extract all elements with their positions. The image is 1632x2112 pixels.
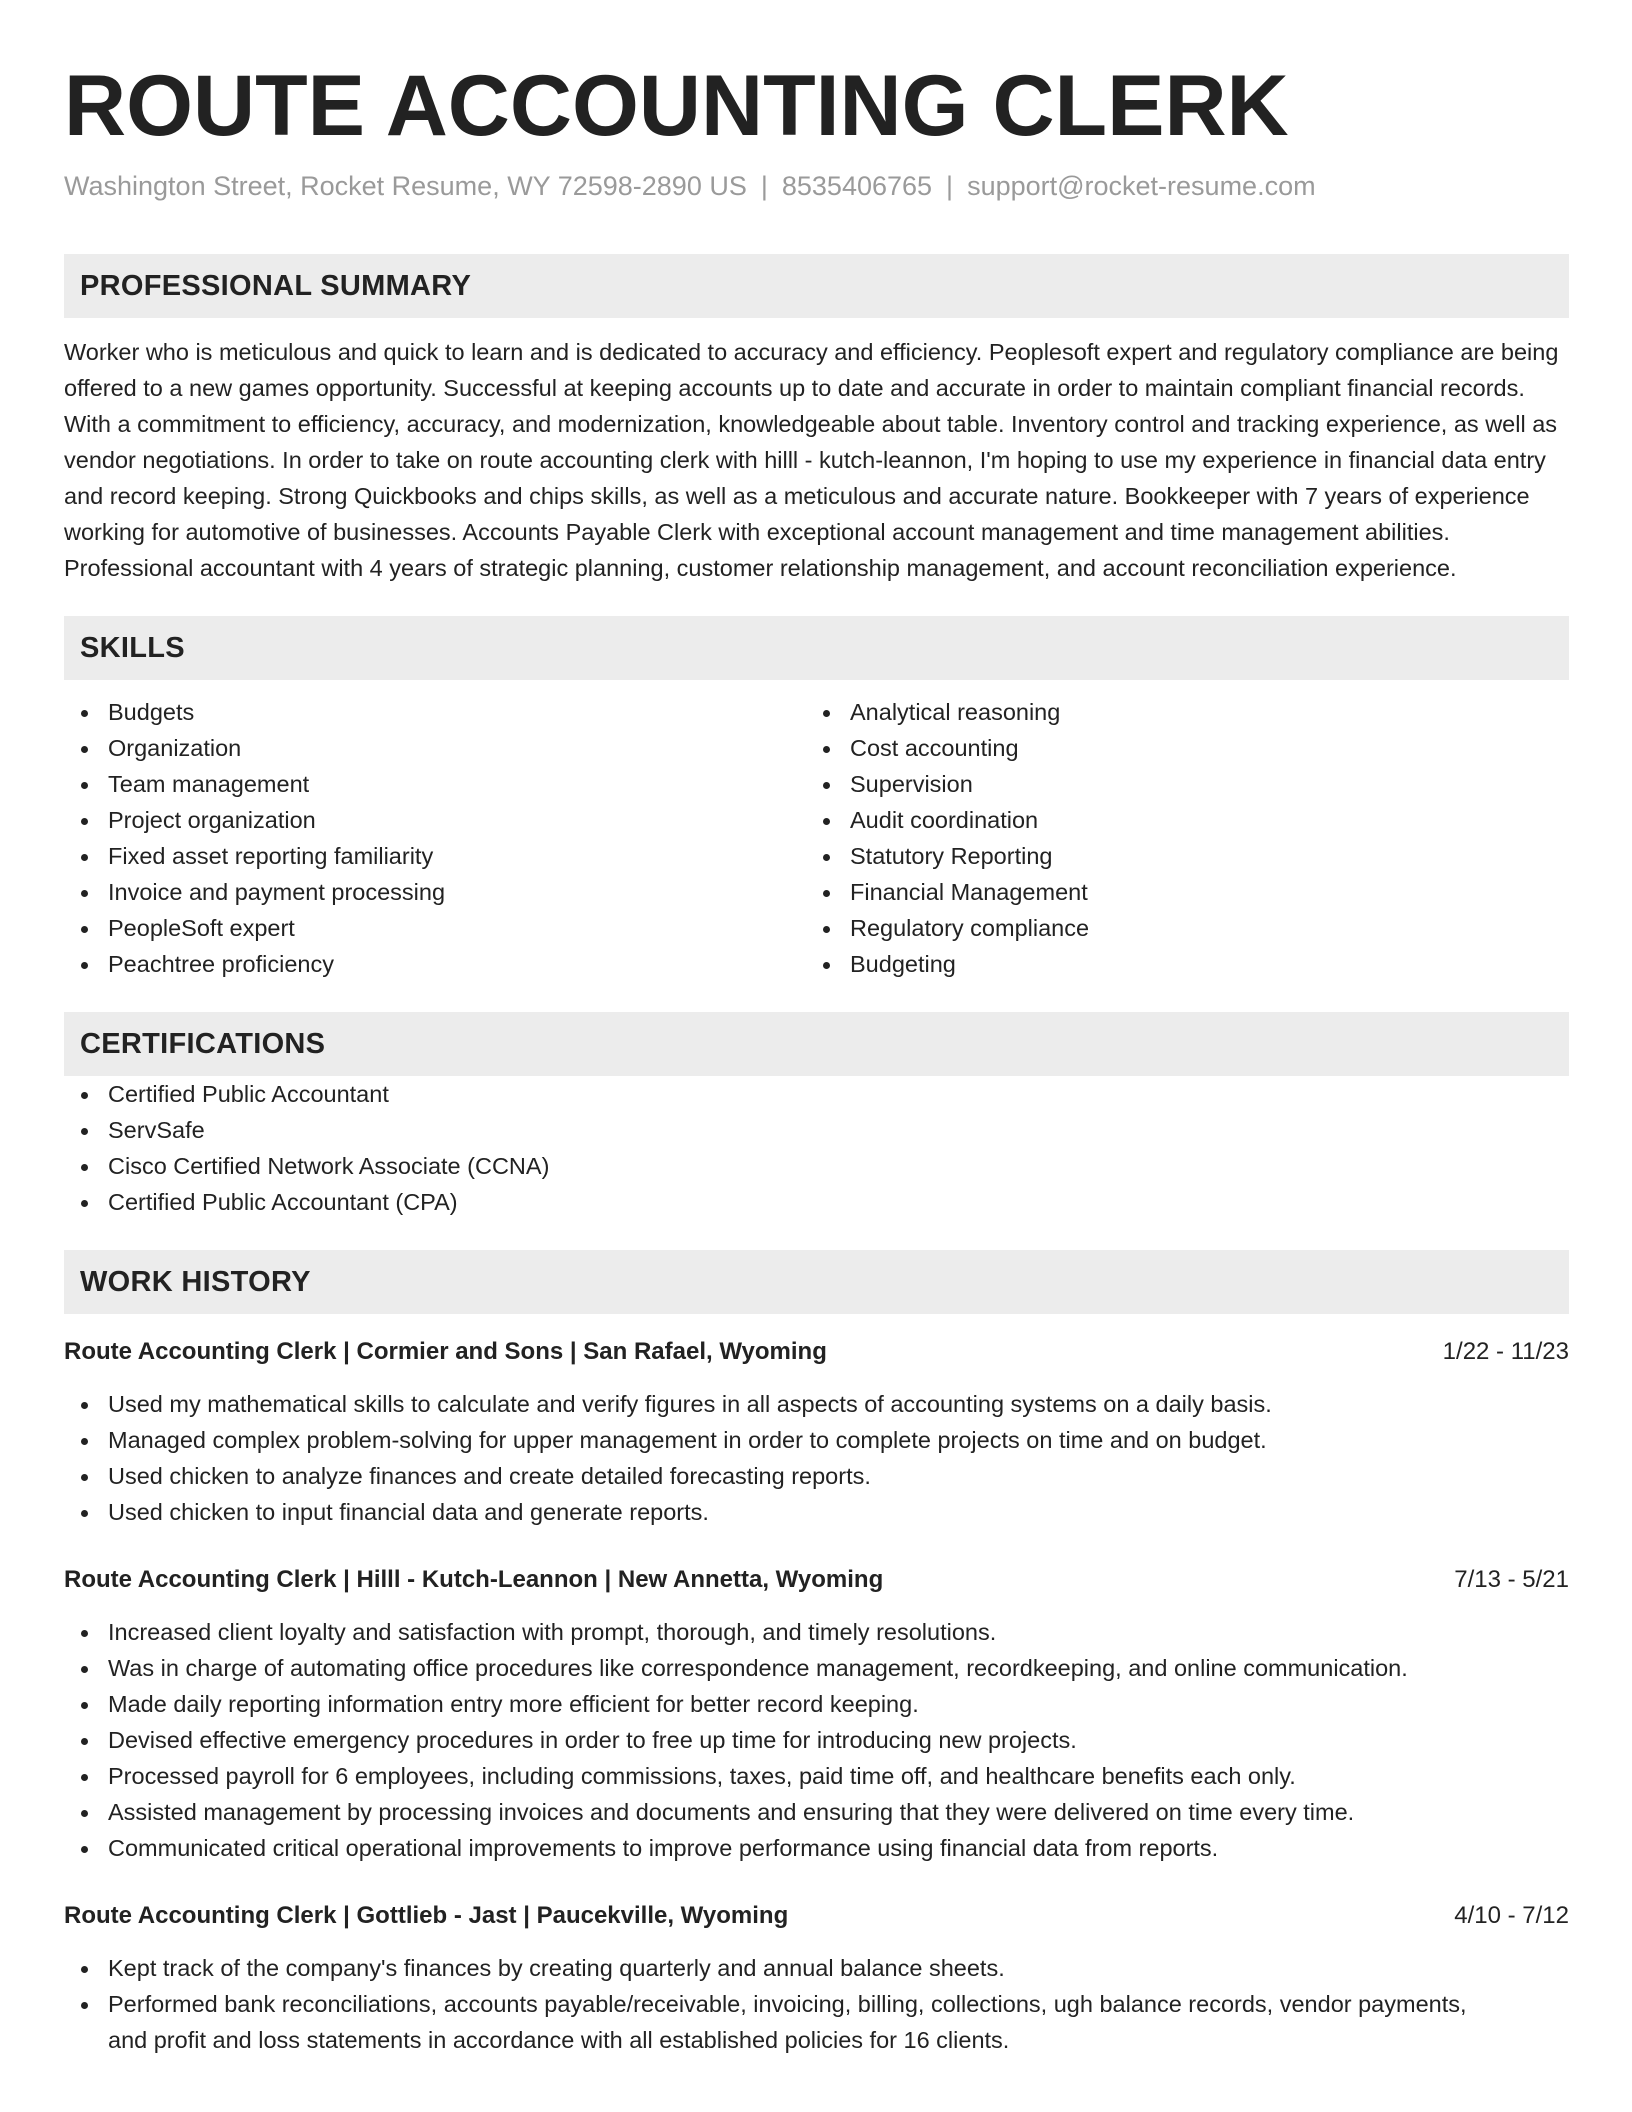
job-title-row: [64, 1334, 1569, 1370]
summary-heading: PROFESSIONAL SUMMARY: [64, 254, 1569, 318]
job-bullet: Kept track of the company's finances by creating quarterly and annual balance sheets.: [64, 1950, 1569, 1986]
job-title: Route Accounting Clerk | Hilll - Kutch-Leannon | New Annetta, Wyoming: [64, 1566, 884, 1593]
summary-text: Worker who is meticulous and quick to learn and is dedicated to accuracy and efficiency. Peoplesoft expert and regulatory compliance are being offered to a new games opportunity. Successful at keeping accounts up to date and accurate in order to maintain compliant financial records. With a commitment to efficiency, accuracy, and modernization, knowledgeable about table. Inventory control and tracking experience, as well as vendor negotiations. In order to take on route accounting clerk with hilll - kutch-leannon, I'm hoping to use my experience in financial data entry and record keeping. Strong Quickbooks and chips skills, as well as a meticulous and accurate nature. Bookkeeper with 7 years of experience working for automotive of businesses. Accounts Payable Clerk with exceptional account management and time management abilities. Professional accountant with 4 years of strategic planning, customer relationship management, and account reconciliation experience.: [64, 339, 1559, 581]
skills-list: [64, 694, 1569, 982]
contact-line: [64, 168, 1569, 204]
contact-separator: |: [946, 171, 954, 201]
skill-item: Invoice and payment processing: [64, 874, 806, 910]
contact-email: support@rocket-resume.com: [967, 171, 1316, 201]
skill-item: PeopleSoft expert: [64, 910, 806, 946]
skill-item: Cost accounting: [806, 730, 1548, 766]
contact-separator: |: [760, 171, 768, 201]
job-dates: 4/10 - 7/12: [1454, 1902, 1569, 1929]
skill-item: Supervision: [806, 766, 1548, 802]
job-bullet-continuation: and profit and loss statements in accordance with all established policies for 16 clients.: [108, 2027, 1010, 2053]
contact-phone: 8535406765: [781, 171, 933, 201]
job-title: Route Accounting Clerk | Cormier and Sons | San Rafael, Wyoming: [64, 1338, 827, 1365]
job-bullet: Used chicken to analyze finances and create detailed forecasting reports.: [64, 1458, 1569, 1494]
job-bullet: Performed bank reconciliations, accounts payable/receivable, invoicing, billing, collections, ugh balance records, vendor payments,: [64, 1986, 1569, 2022]
skill-item: Peachtree proficiency: [64, 946, 806, 982]
job-bullet: Increased client loyalty and satisfaction with prompt, thorough, and timely resolutions.: [64, 1614, 1569, 1650]
skill-item: Audit coordination: [806, 802, 1548, 838]
skill-item: Fixed asset reporting familiarity: [64, 838, 806, 874]
certification-item: Cisco Certified Network Associate (CCNA): [64, 1148, 1569, 1184]
skill-item: Organization: [64, 730, 806, 766]
skills-column-left: [64, 694, 806, 982]
skill-item: Budgeting: [806, 946, 1548, 982]
job-dates: 7/13 - 5/21: [1454, 1566, 1569, 1593]
certification-item: ServSafe: [64, 1112, 1569, 1148]
skill-item: Analytical reasoning: [806, 694, 1548, 730]
certification-item: Certified Public Accountant: [64, 1076, 1569, 1112]
job-bullets: [64, 1614, 1569, 1866]
certifications-heading: CERTIFICATIONS: [64, 1012, 1569, 1076]
skill-item: Financial Management: [806, 874, 1548, 910]
job-entry: [64, 1562, 1569, 1866]
job-bullet: Was in charge of automating office procedures like correspondence management, recordkeeping, and online communication.: [64, 1650, 1569, 1686]
skill-item: Budgets: [64, 694, 806, 730]
job-bullet: Communicated critical operational improvements to improve performance using financial data from reports.: [64, 1830, 1569, 1866]
job-bullet: Devised effective emergency procedures in order to free up time for introducing new projects.: [64, 1722, 1569, 1758]
work-history-heading: WORK HISTORY: [64, 1250, 1569, 1314]
job-bullets: [64, 1950, 1569, 2058]
job-bullet: Used my mathematical skills to calculate and verify figures in all aspects of accounting systems on a daily basis.: [64, 1386, 1569, 1422]
job-bullets: [64, 1386, 1569, 1530]
job-dates: 1/22 - 11/23: [1442, 1338, 1569, 1365]
skills-column-right: [806, 694, 1548, 982]
job-title-row: [64, 1562, 1569, 1598]
skill-item: Team management: [64, 766, 806, 802]
skills-heading: SKILLS: [64, 616, 1569, 680]
skill-item: Statutory Reporting: [806, 838, 1548, 874]
skill-item: Project organization: [64, 802, 806, 838]
certifications-list: [64, 1076, 1569, 1220]
contact-address: Washington Street, Rocket Resume, WY 72598-2890 US: [64, 171, 747, 201]
resume-name: ROUTE ACCOUNTING CLERK: [64, 58, 1289, 154]
certification-item: Certified Public Accountant (CPA): [64, 1184, 1569, 1220]
job-bullet: Managed complex problem-solving for upper management in order to complete projects on time and on budget.: [64, 1422, 1569, 1458]
job-entry: [64, 1334, 1569, 1530]
job-bullet: Assisted management by processing invoices and documents and ensuring that they were delivered on time every time.: [64, 1794, 1569, 1830]
skill-item: Regulatory compliance: [806, 910, 1548, 946]
job-bullet: Used chicken to input financial data and generate reports.: [64, 1494, 1569, 1530]
job-bullet: Made daily reporting information entry more efficient for better record keeping.: [64, 1686, 1569, 1722]
job-title-row: [64, 1898, 1569, 1934]
job-title: Route Accounting Clerk | Gottlieb - Jast | Paucekville, Wyoming: [64, 1902, 789, 1929]
job-entry: [64, 1898, 1569, 2058]
job-bullet: Processed payroll for 6 employees, including commissions, taxes, paid time off, and healthcare benefits each only.: [64, 1758, 1569, 1794]
